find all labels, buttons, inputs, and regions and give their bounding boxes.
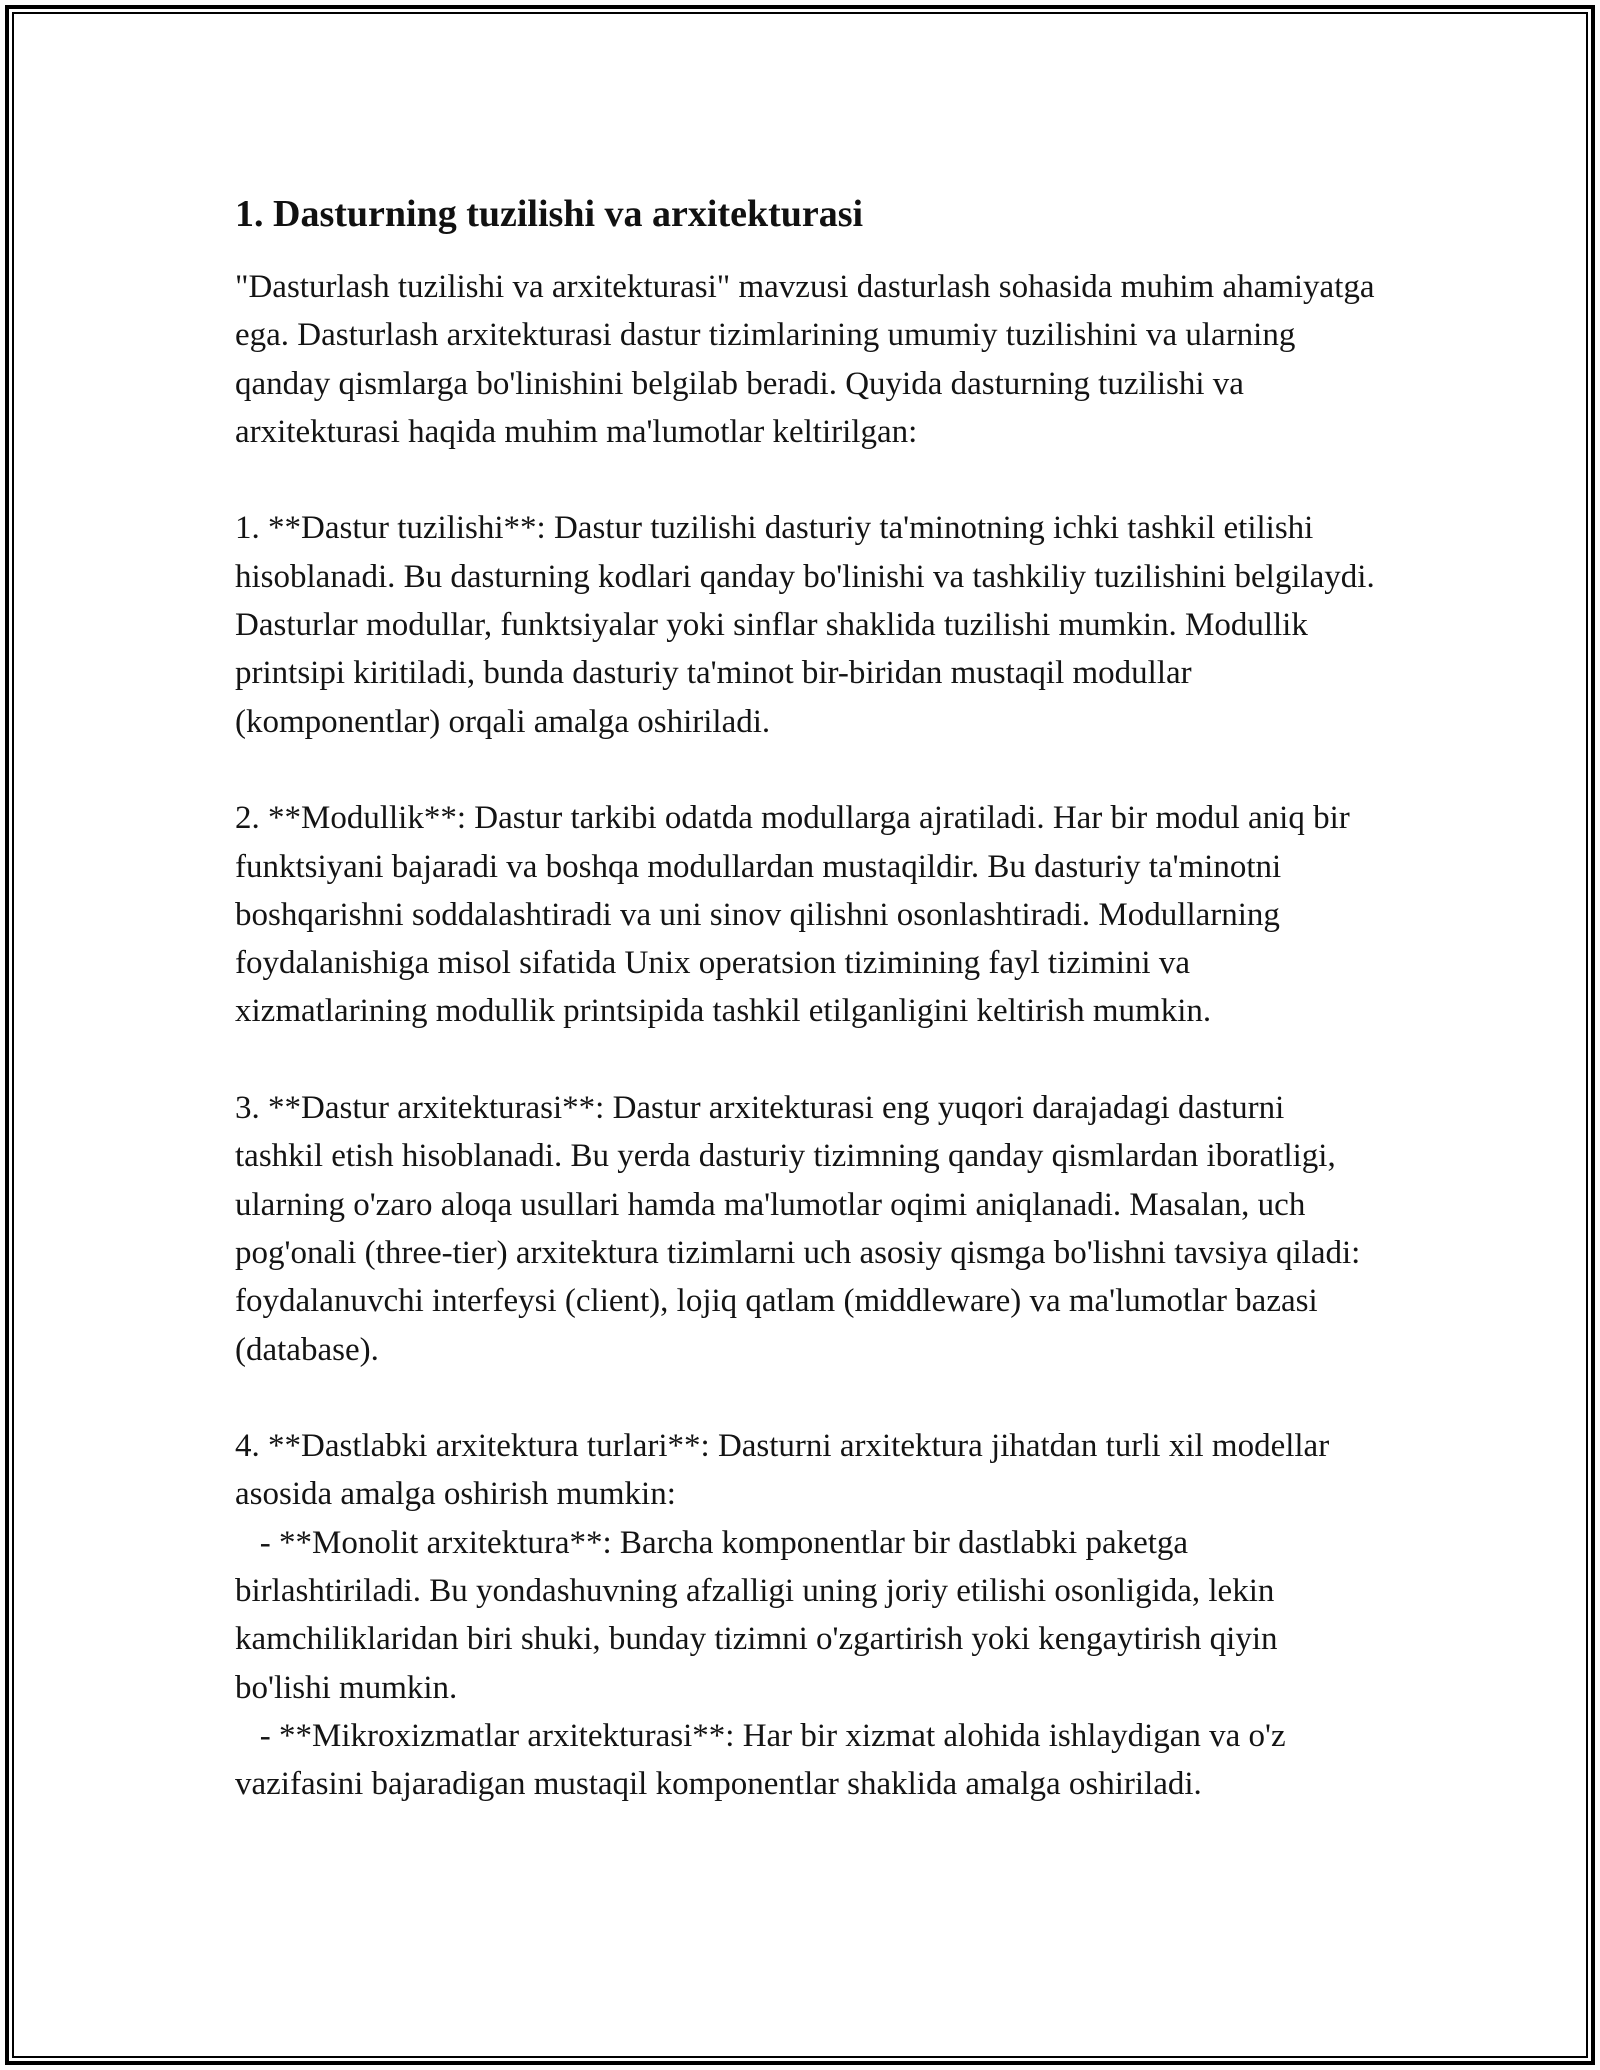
paragraph-spacer bbox=[235, 1036, 1375, 1084]
document-title: 1. Dasturning tuzilishi va arxitekturasi bbox=[235, 193, 864, 235]
paragraph-spacer bbox=[235, 746, 1375, 794]
section-dastur-tuzilishi: 1. **Dastur tuzilishi**: Dastur tuzilishi dasturiy ta'minotning ichki tashkil etilishi hisoblanadi. Bu dasturning kodlari qanday bo'linishi va tashkiliy tuzilishini belgilaydi. Dasturlar modullar, funktsiyalar yoki sinflar shaklida tuzilishi mumkin. Modullik printsipi kiritiladi, bunda dasturiy ta'minot bir-biridan mustaqil modullar (komponentlar) orqali amalga oshiriladi. bbox=[235, 510, 1383, 740]
section-dastur-arxitekturasi: 3. **Dastur arxitekturasi**: Dastur arxitekturasi eng yuqori darajadagi dasturni tashkil etish hisoblanadi. Bu yerda dasturiy tizimning qanday qismlardan iboratligi, ularning o'zaro aloqa usullari hamda ma'lumotlar oqimi aniqlanadi. Masalan, uch pog'onali (three-tier) arxitektura tizimlarni uch asosiy qismga bo'lishni tavsiya qiladi: foydalanuvchi interfeysi (client), lojiq qatlam (middleware) va ma'lumotlar bazasi (database). bbox=[235, 1090, 1369, 1368]
paragraph-spacer bbox=[235, 1374, 1375, 1422]
paragraph-spacer bbox=[235, 456, 1375, 504]
document-body bbox=[235, 186, 1383, 1809]
section-modullik: 2. **Modullik**: Dastur tarkibi odatda modullarga ajratiladi. Har bir modul aniq bir funktsiyani bajaradi va boshqa modullardan mustaqildir. Bu dasturiy ta'minotni boshqarishni soddalashtiradi va uni sinov qilishni osonlashtiradi. Modullarning foydalanishiga misol sifatida Unix operatsion tizimining fayl tizimini va xizmatlarining modullik printsipida tashkil etilganligini keltirish mumkin. bbox=[235, 800, 1358, 1030]
section-arxitektura-turlari: 4. **Dastlabki arxitektura turlari**: Dasturni arxitektura jihatdan turli xil modellar asosida amalga oshirish mumkin: - **Monolit arxitektura**: Barcha komponentlar bir dastlabki paketga birlashtiriladi. Bu yondashuvning afzalligi uning joriy etilishi osonligida, lekin kamchiliklaridan biri shuki, bunday tizimni o'zgartirish yoki kengaytirish qiyin bo'lishi mumkin. - **Mikroxizmatlar arxitekturasi**: Har bir xizmat alohida ishlaydigan va o'z vazifasini bajaradigan mustaqil komponentlar shaklida amalga oshiriladi. bbox=[235, 1428, 1330, 1803]
intro-paragraph: "Dasturlash tuzilishi va arxitekturasi" mavzusi dasturlash sohasida muhim ahamiyatga ega. Dasturlash arxitekturasi dastur tizimlarining umumiy tuzilishini va ularning qanday qismlarga bo'linishini belgilab beradi. Quyida dasturning tuzilishi va arxitekturasi haqida muhim ma'lumotlar keltirilgan: bbox=[235, 269, 1383, 450]
